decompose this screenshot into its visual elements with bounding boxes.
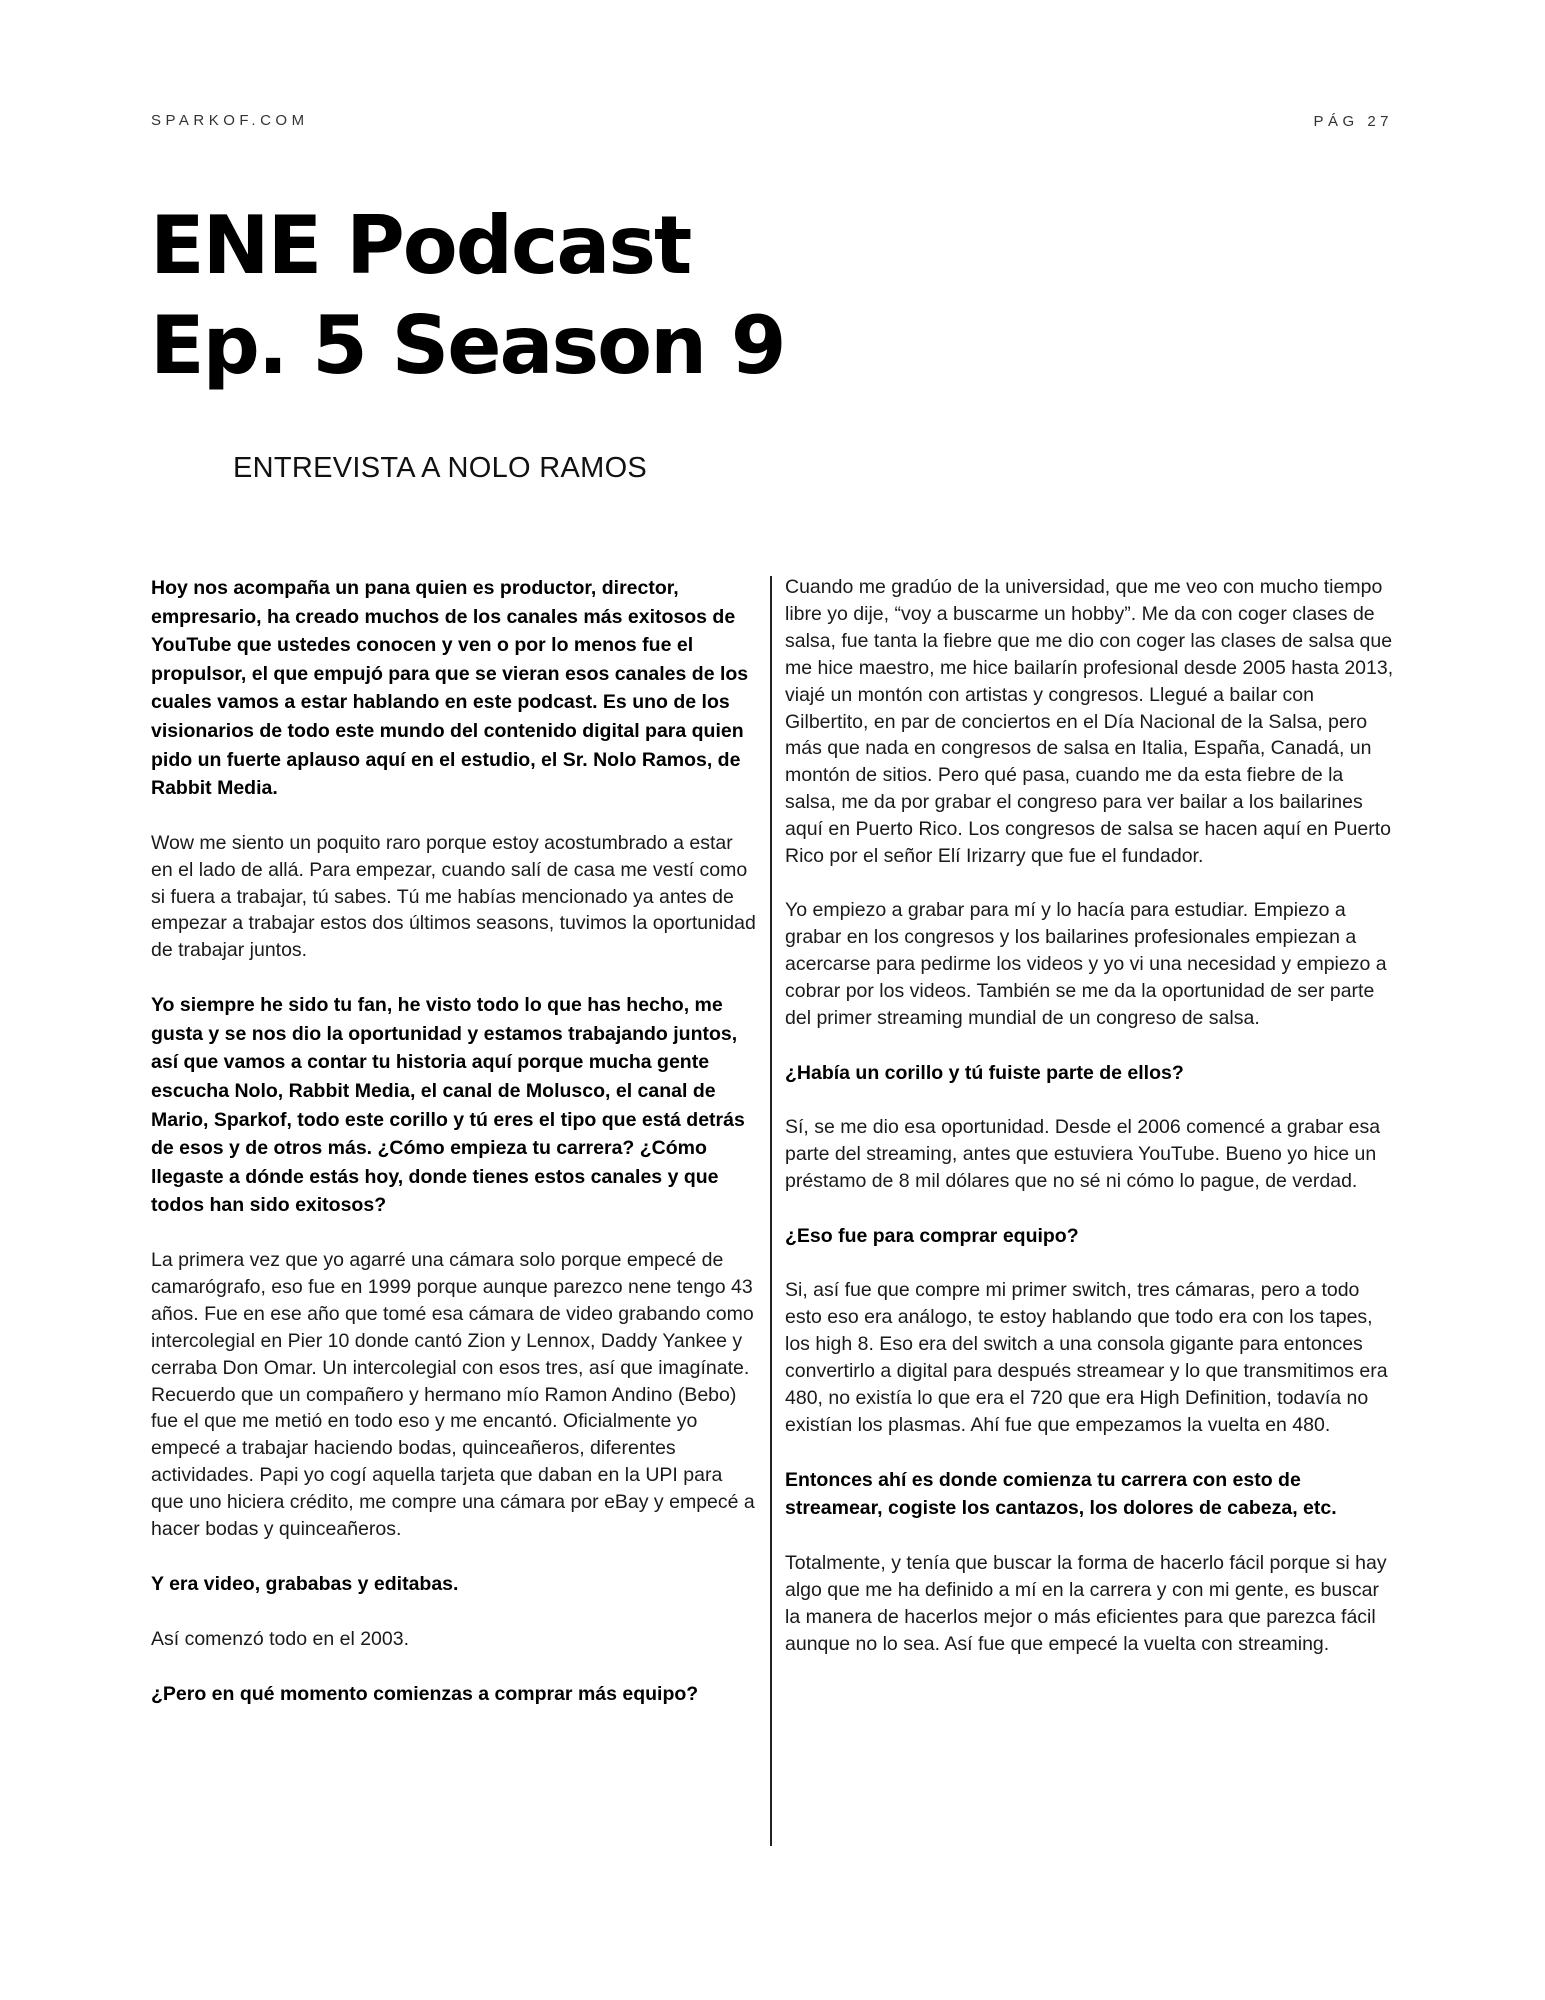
question-paragraph: ¿Eso fue para comprar equipo?	[785, 1224, 1079, 1247]
interview-subtitle: ENTREVISTA A NOLO RAMOS	[233, 452, 648, 484]
answer-paragraph: Sí, se me dio esa oportunidad. Desde el 2006 comencé a grabar esa parte del streaming, antes que estuviera YouTube. Bueno yo hice un préstamo de 8 mil dólares que no sé ni cómo lo pague, de verdad.	[785, 1116, 1381, 1192]
question-paragraph: ¿Pero en qué momento comienzas a comprar más equipo?	[151, 1682, 699, 1705]
answer-paragraph: Yo empiezo a grabar para mí y lo hacía para estudiar. Empiezo a grabar en los congresos y los bailarines profesionales empiezan a acercarse para pedirme los videos y yo vi una necesidad y empiezo a cobrar por los videos. También se me da la oportunidad de ser parte del primer streaming mundial de un congreso de salsa.	[785, 898, 1387, 1029]
answer-paragraph: Cuando me gradúo de la universidad, que me veo con mucho tiempo libre yo dije, “voy a buscarme un hobby”. Me da con coger clases de salsa, fue tanta la fiebre que me dio con coger las clases de salsa que me hice maestro, me hice bailarín profesional desde 2005 hasta 2013, viajé un montón con artistas y congresos. Llegué a bailar con Gilbertito, en par de conciertos en el Día Nacional de la Salsa, pero más que nada en congresos de salsa en Italia, España, Canadá, un montón de sitios. Pero qué pasa, cuando me da esta fiebre de la salsa, me da por grabar el congreso para ver bailar a los bailarines aquí en Puerto Rico. Los congresos de salsa se hacen aquí en Puerto Rico por el señor Elí Irizarry que fue el fundador.	[785, 576, 1394, 868]
question-paragraph: Entonces ahí es donde comienza tu carrera con esto de streamear, cogiste los cantazos, los dolores de cabeza, etc.	[785, 1468, 1337, 1520]
question-paragraph: Hoy nos acompaña un pana quien es productor, director, empresario, ha creado muchos de los canales más exitosos de YouTube que ustedes conocen y ven o por lo menos fue el propulsor, el que empujó para que se vieran esos canales de los cuales vamos a estar hablando en este podcast. Es uno de los visionarios de todo este mundo del contenido digital para quien pido un fuerte aplauso aquí en el estudio, el Sr. Nolo Ramos, de Rabbit Media.	[151, 577, 749, 800]
answer-paragraph: Así comenzó todo en el 2003.	[151, 1627, 410, 1650]
page-number: PÁG 27	[1313, 113, 1393, 130]
left-column	[151, 574, 759, 1735]
answer-paragraph: La primera vez que yo agarré una cámara solo porque empecé de camarógrafo, eso fue en 1999 porque aunque parezco nene tengo 43 años. Fue en ese año que tomé esa cámara de video grabando como intercolegial en Pier 10 donde cantó Zion y Lennox, Daddy Yankee y cerraba Don Omar. Un intercolegial con esos tres, así que imagínate. Recuerdo que un compañero y hermano mío Ramon Andino (Bebo) fue el que me metió en todo eso y me encantó. Oficialmente yo empecé a trabajar haciendo bodas, quinceañeros, diferentes actividades. Papi yo cogí aquella tarjeta que daban en la UPI para que uno hiciera crédito, me compre una cámara por eBay y empecé a hacer bodas y quinceañeros.	[151, 1249, 755, 1541]
answer-paragraph: Totalmente, y tenía que buscar la forma de hacerlo fácil porque si hay algo que me ha definido a mí en la carrera y con mi gente, es buscar la manera de hacerlos mejor o más eficientes para que parezca fácil aunque no lo sea. Así fue que empecé la vuelta con streaming.	[785, 1552, 1387, 1655]
right-column	[785, 574, 1395, 1685]
column-divider	[770, 576, 772, 1846]
site-name: SPARKOF.COM	[151, 112, 309, 129]
question-paragraph: ¿Había un corillo y tú fuiste parte de ellos?	[785, 1061, 1184, 1084]
answer-paragraph: Si, así fue que compre mi primer switch, tres cámaras, pero a todo esto eso era análogo, te estoy hablando que todo era con los tapes, los high 8. Eso era del switch a una consola gigante para entonces convertirlo a digital para después streamear y lo que transmitimos era 480, no existía lo que era el 720 que era High Definition, todavía no existían los plasmas. Ahí fue que empezamos la vuelta en 480.	[785, 1279, 1388, 1436]
title-line-2: Ep. 5 Season 9	[150, 299, 785, 392]
title-line-1: ENE Podcast	[150, 199, 691, 292]
question-paragraph: Y era video, grababas y editabas.	[151, 1573, 459, 1595]
question-paragraph: Yo siempre he sido tu fan, he visto todo lo que has hecho, me gusta y se nos dio la oportunidad y estamos trabajando juntos, así que vamos a contar tu historia aquí porque mucha gente escucha Nolo, Rabbit Media, el canal de Molusco, el canal de Mario, Sparkof, todo este corillo y tú eres el tipo que está detrás de esos y de otros más. ¿Cómo empieza tu carrera? ¿Cómo llegaste a dónde estás hoy, donde tienes estos canales y que todos han sido exitosos?	[151, 994, 745, 1217]
page-title	[150, 196, 785, 396]
answer-paragraph: Wow me siento un poquito raro porque estoy acostumbrado a estar en el lado de allá. Para empezar, cuando salí de casa me vestí como si fuera a trabajar, tú sabes. Tú me habías mencionado ya antes de empezar a trabajar estos dos últimos seasons, tuvimos la oportunidad de trabajar juntos.	[151, 831, 756, 962]
